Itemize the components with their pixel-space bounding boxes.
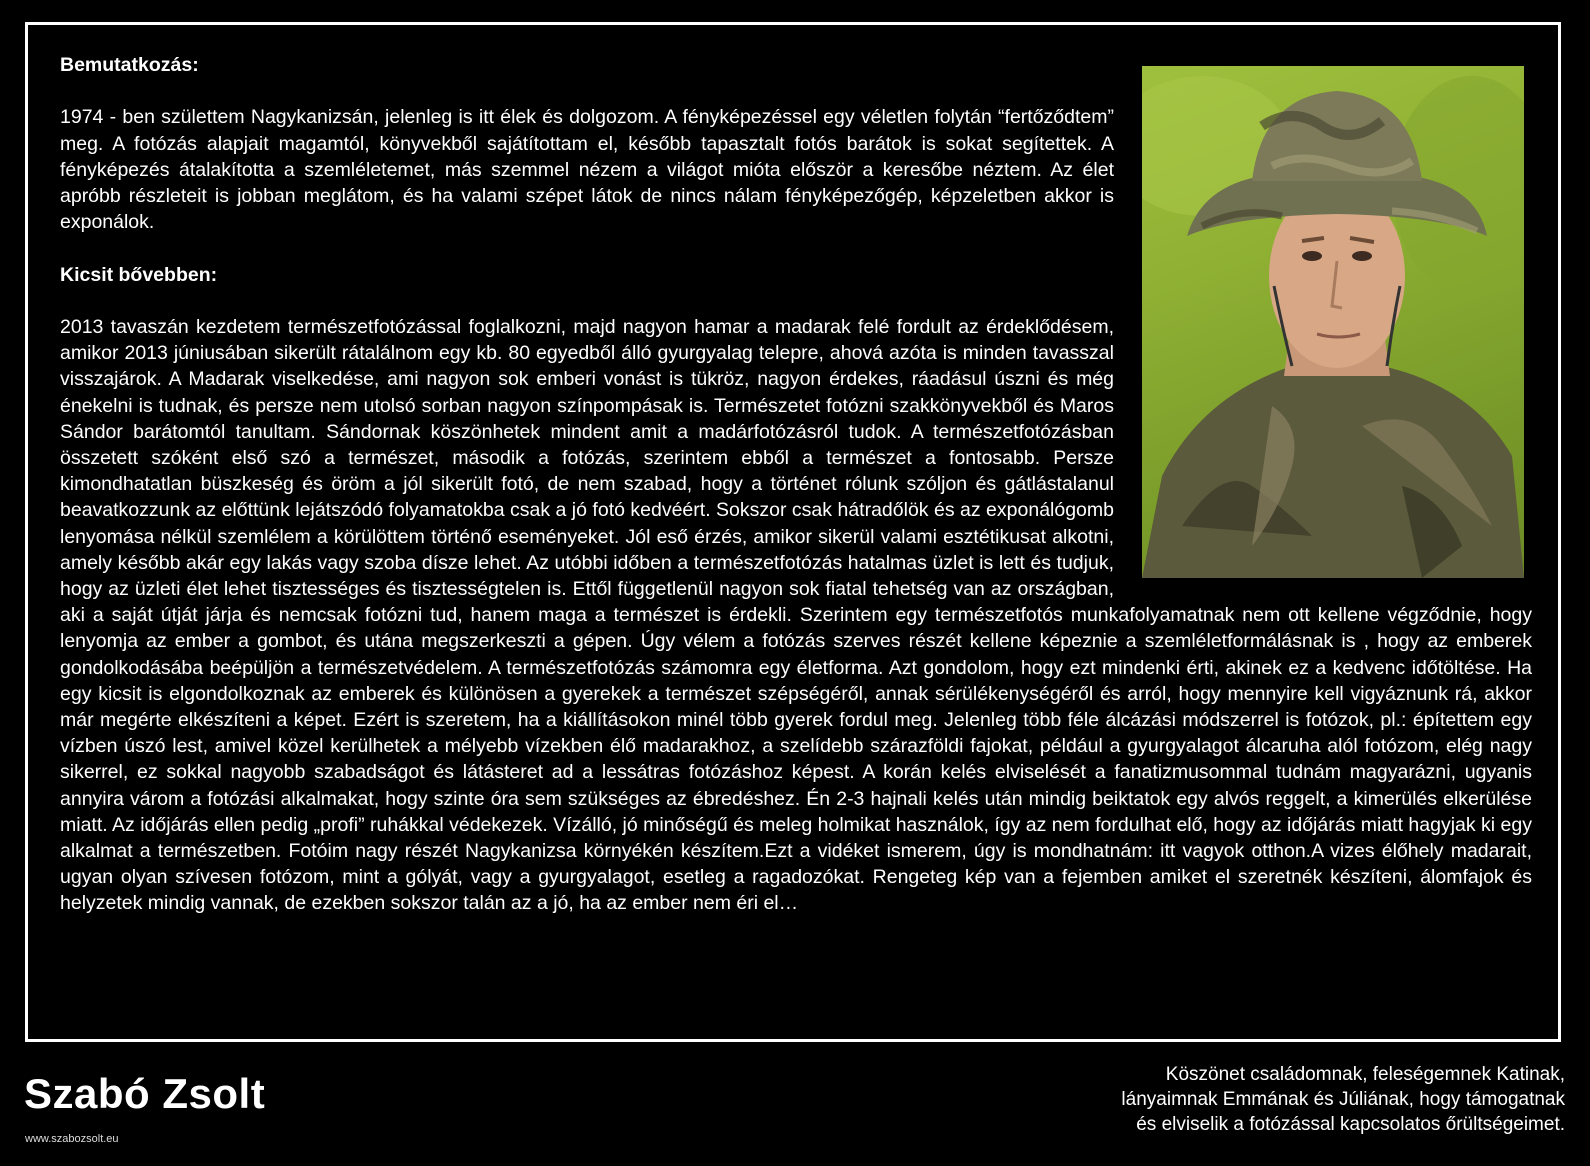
intro-heading: Bemutatkozás:: [60, 54, 199, 76]
biography-text: [60, 52, 1532, 943]
acknowledgement-line: Köszönet családomnak, feleségemnek Katinak,: [1165, 1064, 1565, 1085]
intro-paragraph: 1974 - ben születtem Nagykanizsán, jelenleg is itt élek és dolgozom. A fényképezéssel egy véletlen folytán “fertőződtem” meg. A fotózás alapjait magamtól, könyvekből sajátítottam el, később tapasztalt fotós barátok is sokat segítettek. A fényképezés átalakította a szemléletemet, más szemmel nézem a világot mióta először a keresőbe néztem. Az élet apróbb részleteit is jobban meglátom, és ha valami szépet látok de nincs nálam fényképezőgép, képzeletben akkor is exponálok.: [60, 106, 1114, 234]
portrait-photo: [1142, 66, 1524, 578]
more-paragraph: 2013 tavaszán kezdetem természetfotózással foglalkozni, majd nagyon hamar a madarak felé fordult az érdeklődésem, amikor 2013 júniusában sikerült rátalálnom egy kb. 80 egyedből álló gyurgyalag telepre, ahová azóta is minden tavasszal visszajárok. A Madarak viselkedése, ami nagyon sok emberi vonást is tükröz, nagyon érdekes, ráadásul úszni és még énekelni is tudnak, és persze nem utolsó sorban nagyon színpompásak is. Természetet fotózni szakkönyvekből és Maros Sándor barátomtól tanultam. Sándornak köszönhetek mindent amit a madárfotózásról tudok. A természetfotózásban összetett szóként első szó a természet, második a fotózás, szerintem ebből a természet a fontosabb. Persze kimondhatatlan büszkeség és öröm a jól sikerült fotó, de nem szabad, hogy a történet rólunk szóljon és gátlástalanul beavatkozzunk az előttünk lejátszódó folyamatokba csak a jó fotó kedvéért. Sokszor csak hátradőlök és az exponálógomb lenyomása nélkül szemlélem a körülöttem történő eseményeket. Jól eső érzés, amikor sikerül valami esztétikusat alkotni, amely később akár egy lakás vagy szoba dísze lehet. Az utóbbi időben a természetfotózás hatalmas üzlet is lett és tudjuk, hogy az üzleti élet lehet tisztességes és tisztességtelen is. Ettől függetlenül nagyon sok fiatal tehetség van az országban, aki a saját útját járja és nemcsak fotózni tud, hanem maga a természet is érdekli. Szerintem egy természetfotós munkafolyamatnak nem ott kellene végződnie, hogy lenyomja az ember a gombot, és utána megszerkeszti a gépen. Úgy vélem a fotózás szerves részét kellene képeznie a szemléletformálásnak is , hogy az emberek gondolkodásába beépüljön a természetvédelem. A természetfotózás számomra egy életforma. Azt gondolom, hogy ezt mindenki érti, akinek ez a kedvenc időtöltése. Ha egy kicsit is elgondolkoznak az emberek és különösen a gyerekek a természet szépségéről, annak sérülékenységéről és arról, hogy mennyire kell vigyáznunk rá, akkor már megérte elkészíteni a képet. Ezért is szeretem, ha a kiállításokon minél több gyerek fordul meg. Jelenleg több féle álcázási módszerrel is fotózok, pl.: építettem egy vízben úszó lest, amivel közel kerülhetek a mélyebb vízekben élő madarakhoz, a szelídebb szárazföldi fajokat, például a gyurgyalagot álcaruha alól fotózom, elég nagy sikerrel, ez sokkal nagyobb szabadságot és látásteret ad a lessátras fotózáshoz képest. A korán kelés elviselését a fanatizmusommal tudnám magyarázni, ugyanis annyira várom a fotózási alkalmakat, hogy szinte óra sem szükséges az ébredéshez. Én 2-3 hajnali kelés után mindig beiktatok egy alvós reggelt, a kimerülés elkerülése miatt. Az időjárás ellen pedig „profi” ruhákkal védekezek. Vízálló, jó minőségű és meleg holmikat használok, így az nem fordulhat elő, hogy az időjárás miatt hagyjak ki egy alkalmat a természetben. Fotóim nagy részét Nagykanizsa környékén készítem.Ezt a vidéket ismerem, úgy is mondhatnám: itt vagyok otthon.A vizes élőhely madarait, ugyan olyan szívesen fotózom, mint a gólyát, vagy a gyurgyalagot, esetleg a ragadozókat. Rengeteg kép van a fejemben amiket el szeretnék készíteni, álomfajok és helyzetek mindig vannak, de ezekben sokszor talán az a jó, ha az ember nem éri el…: [60, 315, 1532, 915]
website-url: www.szabozsolt.eu: [25, 1133, 119, 1145]
more-heading: Kicsit bővebben:: [60, 263, 218, 286]
acknowledgement-line: lányaimnak Emmának és Júliának, hogy támogatnak: [1121, 1089, 1565, 1110]
acknowledgement: [1005, 1062, 1565, 1137]
author-name: Szabó Zsolt: [24, 1070, 266, 1117]
acknowledgement-line: és elviselik a fotózással kapcsolatos őrültségeimet.: [1136, 1114, 1565, 1135]
